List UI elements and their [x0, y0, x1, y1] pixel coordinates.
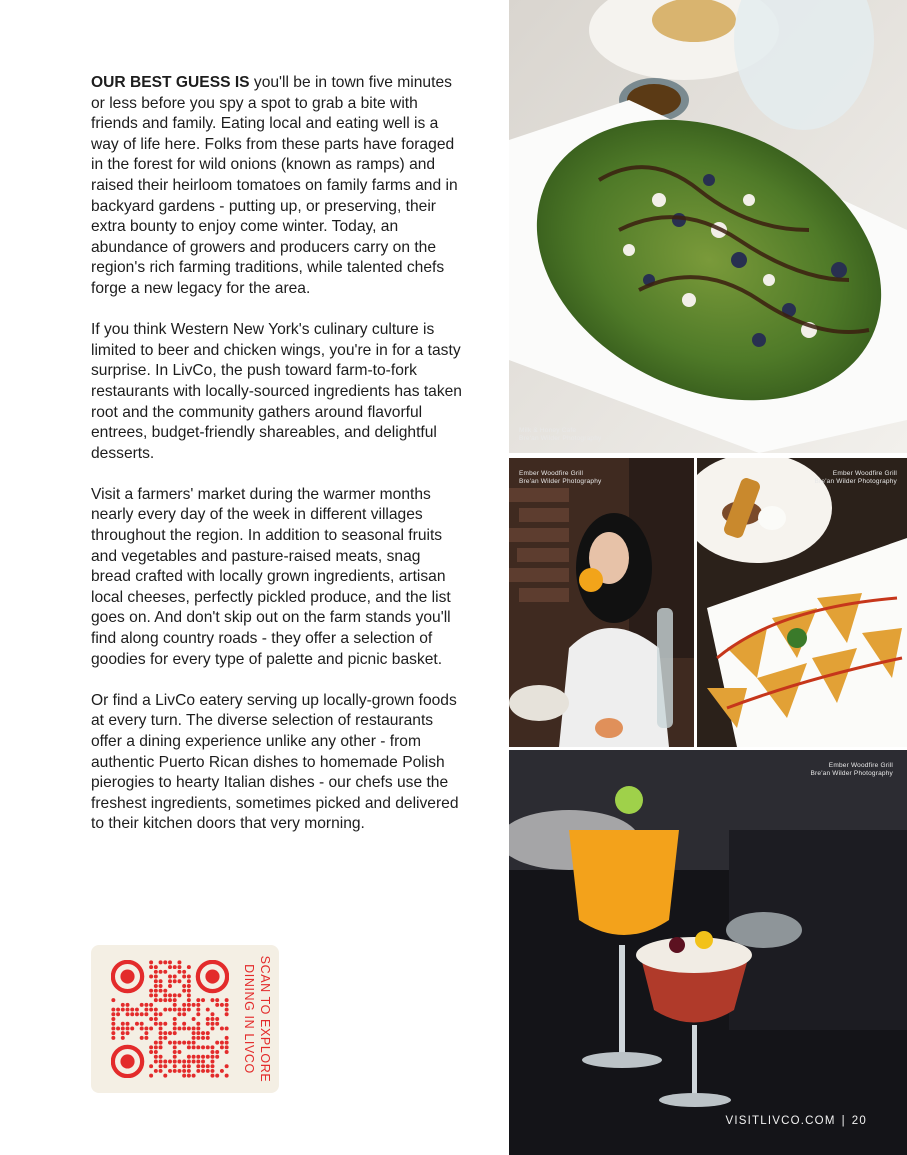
qr-dot [177, 1069, 181, 1073]
qr-dot [182, 984, 186, 988]
qr-dot [182, 1069, 186, 1073]
qr-dot [154, 1069, 158, 1073]
qr-dot [206, 1017, 210, 1021]
woman-photo-credit [519, 470, 601, 486]
qr-finder-center [120, 969, 134, 983]
qr-dot [177, 1026, 181, 1030]
qr-dot [187, 998, 191, 1002]
qr-dot [130, 1008, 134, 1012]
qr-dot [215, 1022, 219, 1026]
qr-dot [154, 1012, 158, 1016]
qr-dot [215, 1041, 219, 1045]
qr-dot [154, 970, 158, 974]
woman-photographer: Bre'an Wilder Photography [519, 478, 602, 485]
qr-code-graphic [111, 960, 229, 1078]
qr-label-line-1: SCAN TO EXPLORE [258, 955, 272, 1083]
qr-dot [121, 1036, 125, 1040]
qr-dot [187, 1041, 191, 1045]
qr-dot [187, 1008, 191, 1012]
qr-dot [149, 1045, 153, 1049]
qr-dot [121, 1008, 125, 1012]
qr-dot [196, 1031, 200, 1035]
qr-dot [220, 1069, 224, 1073]
qr-dot [173, 1008, 177, 1012]
qr-finder-center [120, 1054, 134, 1068]
qr-dot [149, 1017, 153, 1021]
qr-dot [187, 1069, 191, 1073]
qr-dot [144, 1012, 148, 1016]
qr-dot [177, 965, 181, 969]
qr-dot [196, 1022, 200, 1026]
qr-dot [196, 1012, 200, 1016]
paragraph-1 [91, 73, 463, 300]
cocktails-venue: Ember Woodfire Grill [828, 762, 893, 769]
qr-dot [201, 1031, 205, 1035]
qr-dot [206, 1069, 210, 1073]
qr-dot [182, 1022, 186, 1026]
qr-dot [159, 1022, 163, 1026]
qr-dot [206, 1055, 210, 1059]
qr-dot [121, 1026, 125, 1030]
qr-dot [111, 1012, 115, 1016]
qr-finder-center [205, 969, 219, 983]
qr-dot [220, 1026, 224, 1030]
qr-dot [177, 979, 181, 983]
qr-dot [206, 1036, 210, 1040]
qr-dot [187, 984, 191, 988]
qr-dot [149, 965, 153, 969]
salad-photo [509, 0, 907, 453]
qr-dot [173, 979, 177, 983]
qr-dot [149, 1064, 153, 1068]
page-number: 20 [851, 1115, 867, 1127]
qr-dot [206, 1064, 210, 1068]
qr-dot [225, 998, 229, 1002]
qr-dot [225, 1074, 229, 1078]
qr-dot [196, 1055, 200, 1059]
qr-dot [182, 1041, 186, 1045]
qr-dot [130, 1012, 134, 1016]
qr-dot [187, 1055, 191, 1059]
qr-dot [225, 1064, 229, 1068]
qr-dot [210, 1012, 214, 1016]
qr-dot [173, 1064, 177, 1068]
qr-dot [159, 989, 163, 993]
cocktails-photo-credit [811, 762, 893, 778]
qr-dot [210, 1074, 214, 1078]
qr-dot [173, 1059, 177, 1063]
qr-dot [159, 1031, 163, 1035]
qr-dot [187, 993, 191, 997]
qr-dot [126, 1031, 130, 1035]
qr-dot [126, 1022, 130, 1026]
qr-dot [187, 979, 191, 983]
page-footer [726, 1115, 867, 1127]
qr-dot [225, 1012, 229, 1016]
qr-dot [210, 1069, 214, 1073]
qr-dot [196, 1045, 200, 1049]
qr-dot [159, 1069, 163, 1073]
qr-dot [163, 993, 167, 997]
qr-dot [182, 1026, 186, 1030]
qr-dot [140, 1026, 144, 1030]
qr-dot [192, 1041, 196, 1045]
qr-dot [187, 975, 191, 979]
qr-dot [111, 1022, 115, 1026]
qr-dot [187, 1003, 191, 1007]
qr-dot [201, 1069, 205, 1073]
qr-dot [168, 960, 172, 964]
qr-dot [187, 1059, 191, 1063]
qr-dot [187, 1026, 191, 1030]
qr-dot [154, 993, 158, 997]
qr-dot [187, 989, 191, 993]
qr-dot [144, 1031, 148, 1035]
qr-dot [154, 1059, 158, 1063]
qr-dot [196, 1026, 200, 1030]
site-link[interactable]: VISITLIVCO.COM [725, 1115, 836, 1127]
qr-dot [182, 1003, 186, 1007]
qr-dot [210, 1055, 214, 1059]
qr-dot [130, 1026, 134, 1030]
qr-dot [168, 1059, 172, 1063]
qr-dot [173, 1045, 177, 1049]
qr-dot [206, 1045, 210, 1049]
plates-photo [697, 458, 907, 747]
qr-dot [159, 1026, 163, 1030]
qr-dot [201, 1036, 205, 1040]
qr-dot [173, 1050, 177, 1054]
qr-dot [201, 1055, 205, 1059]
qr-dot [116, 1008, 120, 1012]
footer-separator: | [841, 1115, 846, 1127]
cocktails-photo [509, 750, 907, 1155]
qr-dot [149, 960, 153, 964]
qr-dot [177, 1050, 181, 1054]
qr-dot [154, 984, 158, 988]
qr-dot [154, 1041, 158, 1045]
qr-dot [173, 998, 177, 1002]
qr-code[interactable] [111, 960, 229, 1078]
qr-dot [116, 1012, 120, 1016]
qr-dot [196, 1059, 200, 1063]
qr-dot [149, 1026, 153, 1030]
qr-dot [144, 1026, 148, 1030]
qr-dot [173, 965, 177, 969]
qr-dot [159, 979, 163, 983]
qr-dot [163, 1036, 167, 1040]
qr-dot [210, 1045, 214, 1049]
qr-dot [163, 1008, 167, 1012]
qr-dot [121, 1022, 125, 1026]
qr-dot [159, 998, 163, 1002]
qr-dot [215, 1003, 219, 1007]
qr-dot [192, 1059, 196, 1063]
qr-dot [140, 1003, 144, 1007]
qr-dot [192, 1055, 196, 1059]
qr-dot [140, 1012, 144, 1016]
qr-dot [154, 1055, 158, 1059]
qr-dot [154, 1050, 158, 1054]
qr-dot [135, 1008, 139, 1012]
qr-dot [201, 998, 205, 1002]
qr-dot [210, 1064, 214, 1068]
woman-image [509, 458, 694, 747]
qr-dot [149, 1050, 153, 1054]
qr-card[interactable] [91, 945, 279, 1093]
qr-dot [163, 970, 167, 974]
paragraph-4: Or find a LivCo eatery serving up locally-grown foods at every turn. The diverse selection of restaurants offer a dining experience unlike any other - from authentic Puerto Rican dishes to homemade Polish pierogies to hearty Italian dishes - our chefs use the freshest ingredients, sometimes picked and delivered to their kitchen doors that very morning. [91, 691, 459, 833]
qr-dot [168, 1008, 172, 1012]
qr-dot [173, 975, 177, 979]
qr-dot [225, 1003, 229, 1007]
qr-dot [173, 1031, 177, 1035]
qr-dot [149, 993, 153, 997]
qr-dot [201, 1045, 205, 1049]
qr-dot [168, 965, 172, 969]
qr-dot [163, 960, 167, 964]
qr-dot [225, 1050, 229, 1054]
qr-dot [196, 1064, 200, 1068]
qr-dot [182, 1074, 186, 1078]
qr-dot [192, 1017, 196, 1021]
qr-dot [177, 1059, 181, 1063]
qr-dot [168, 975, 172, 979]
salad-photographer: Bre'an Wilder Photography [519, 435, 602, 442]
qr-label-line-2: DINING IN LIVCO [242, 964, 256, 1074]
qr-dot [163, 989, 167, 993]
qr-dot [111, 1026, 115, 1030]
qr-dot [159, 970, 163, 974]
salad-image [509, 0, 907, 453]
qr-dot [196, 1069, 200, 1073]
qr-dot [149, 1008, 153, 1012]
qr-dot [149, 989, 153, 993]
qr-dot [163, 1074, 167, 1078]
qr-dot [201, 1064, 205, 1068]
cocktails-photographer: Bre'an Wilder Photography [810, 770, 893, 777]
qr-dot [168, 993, 172, 997]
qr-dot [201, 1059, 205, 1063]
plates-venue: Ember Woodfire Grill [832, 470, 897, 477]
qr-dot [111, 998, 115, 1002]
paragraph-2: If you think Western New York's culinary culture is limited to beer and chicken wings, you're in for a tasty surprise. In LivCo, the push toward farm-to-fork restaurants with locally-sourced ingredients has taken root and the community gathers around flavorful entrees, budget-friendly shareables, and delightful desserts. [91, 321, 462, 462]
qr-dot [182, 1012, 186, 1016]
qr-dot [225, 1041, 229, 1045]
qr-dot [159, 984, 163, 988]
qr-dot [182, 1064, 186, 1068]
salad-photo-credit [519, 427, 601, 443]
salad-venue: Milk & Honey Cafe [519, 427, 577, 434]
qr-dot [196, 1003, 200, 1007]
qr-dot [215, 998, 219, 1002]
woman-photo [509, 458, 694, 747]
paragraph-3: Visit a farmers' market during the warmer months nearly every day of the week in different villages throughout the region. In addition to seasonal fruits and vegetables and pasture-raised meats, snag bread crafted with locally grown ingredients, artisan local cheeses, perfectly pickled produce, and the list goes on. And don't skip out on the farm stands you'll find along country roads - they offer a selection of goodies for every type of palette and picnic basket. [91, 485, 451, 668]
qr-label [236, 945, 278, 1093]
qr-dot [173, 1022, 177, 1026]
qr-dot [126, 1003, 130, 1007]
qr-dot [159, 1064, 163, 1068]
qr-dot [187, 1064, 191, 1068]
qr-dot [182, 989, 186, 993]
qr-dot [173, 1026, 177, 1030]
qr-dot [135, 1012, 139, 1016]
plates-photo-credit [815, 470, 897, 486]
qr-dot [177, 960, 181, 964]
qr-dot [159, 1012, 163, 1016]
qr-dot [159, 1036, 163, 1040]
qr-dot [192, 1045, 196, 1049]
qr-dot [187, 1074, 191, 1078]
qr-dot [140, 1036, 144, 1040]
qr-dot [111, 1031, 115, 1035]
qr-dot [177, 1008, 181, 1012]
qr-dot [210, 1026, 214, 1030]
qr-dot [192, 1026, 196, 1030]
qr-dot [225, 1045, 229, 1049]
qr-dot [210, 1050, 214, 1054]
qr-dot [126, 1008, 130, 1012]
qr-dot [154, 979, 158, 983]
qr-dot [154, 1022, 158, 1026]
qr-dot [154, 1008, 158, 1012]
qr-dot [159, 1045, 163, 1049]
qr-dot [163, 1022, 167, 1026]
qr-dot [173, 993, 177, 997]
qr-dot [210, 1017, 214, 1021]
qr-dot [220, 1003, 224, 1007]
qr-dot [187, 1045, 191, 1049]
qr-dot [173, 1041, 177, 1045]
qr-dot [149, 1074, 153, 1078]
qr-dot [163, 1059, 167, 1063]
qr-dot [215, 1050, 219, 1054]
qr-dot [177, 993, 181, 997]
qr-dot [168, 984, 172, 988]
qr-dot [220, 1041, 224, 1045]
qr-dot [111, 1036, 115, 1040]
lead-in: OUR BEST GUESS IS [91, 74, 250, 91]
qr-dot [210, 1059, 214, 1063]
qr-dot [149, 1003, 153, 1007]
qr-dot [196, 998, 200, 1002]
qr-dot [192, 1036, 196, 1040]
qr-dot [210, 1022, 214, 1026]
qr-dot [206, 1008, 210, 1012]
qr-dot [215, 1074, 219, 1078]
qr-dot [177, 1041, 181, 1045]
qr-dot [144, 1008, 148, 1012]
qr-dot [159, 960, 163, 964]
qr-dot [168, 1041, 172, 1045]
qr-dot [163, 1064, 167, 1068]
qr-dot [149, 975, 153, 979]
qr-dot [225, 1008, 229, 1012]
qr-dot [126, 1012, 130, 1016]
qr-dot [111, 1017, 115, 1021]
paragraph-1-body: you'll be in town five minutes or less before you spy a spot to grab a bite with friends and family. Eating local and eating well is a way of life here. Folks from these parts have foraged in the forest for wild onions (known as ramps) and raised their heirloom tomatoes on family farms and in backyard gardens - putting up, or preserving, their extra bounty to enjoy come winter. Today, an abundance of growers and producers carry on the region's rich farming traditions, while talented chefs forge a new legacy for the area. [91, 74, 458, 297]
qr-dot [196, 1008, 200, 1012]
qr-dot [168, 979, 172, 983]
qr-dot [154, 1045, 158, 1049]
qr-dot [196, 1036, 200, 1040]
qr-dot [154, 965, 158, 969]
qr-dot [215, 1017, 219, 1021]
qr-dot [173, 1017, 177, 1021]
qr-dot [182, 970, 186, 974]
article-text [91, 73, 463, 856]
qr-dot [192, 1074, 196, 1078]
qr-dot [215, 1055, 219, 1059]
qr-dot [126, 1026, 130, 1030]
qr-dot [140, 1022, 144, 1026]
qr-dot [159, 1055, 163, 1059]
qr-dot [144, 1003, 148, 1007]
woman-venue: Ember Woodfire Grill [519, 470, 584, 477]
qr-dot [159, 1059, 163, 1063]
qr-dot [177, 1012, 181, 1016]
qr-dot [206, 1031, 210, 1035]
qr-dot [173, 1069, 177, 1073]
qr-dot [187, 965, 191, 969]
qr-dot [168, 1031, 172, 1035]
plates-photographer: Bre'an Wilder Photography [814, 478, 897, 485]
qr-dot [206, 1022, 210, 1026]
qr-dot [177, 970, 181, 974]
qr-dot [225, 1026, 229, 1030]
qr-dot [154, 998, 158, 1002]
qr-dot [163, 1031, 167, 1035]
qr-dot [159, 1041, 163, 1045]
qr-dot [144, 1036, 148, 1040]
qr-dot [116, 1026, 120, 1030]
qr-dot [225, 1036, 229, 1040]
qr-dot [121, 1003, 125, 1007]
qr-dot [135, 1022, 139, 1026]
qr-dot [111, 1008, 115, 1012]
qr-dot [210, 998, 214, 1002]
qr-dot [173, 1055, 177, 1059]
qr-dot [173, 1003, 177, 1007]
cocktails-image [509, 750, 907, 1155]
qr-dot [121, 1031, 125, 1035]
qr-dot [163, 998, 167, 1002]
qr-dot [220, 1045, 224, 1049]
qr-dot [154, 989, 158, 993]
qr-dot [154, 1017, 158, 1021]
qr-dot [168, 1069, 172, 1073]
plates-image [697, 458, 907, 747]
qr-dot [192, 1031, 196, 1035]
qr-dot [154, 975, 158, 979]
qr-dot [182, 1008, 186, 1012]
qr-dot [192, 1003, 196, 1007]
qr-dot [168, 998, 172, 1002]
qr-dot [182, 1059, 186, 1063]
qr-dot [182, 975, 186, 979]
